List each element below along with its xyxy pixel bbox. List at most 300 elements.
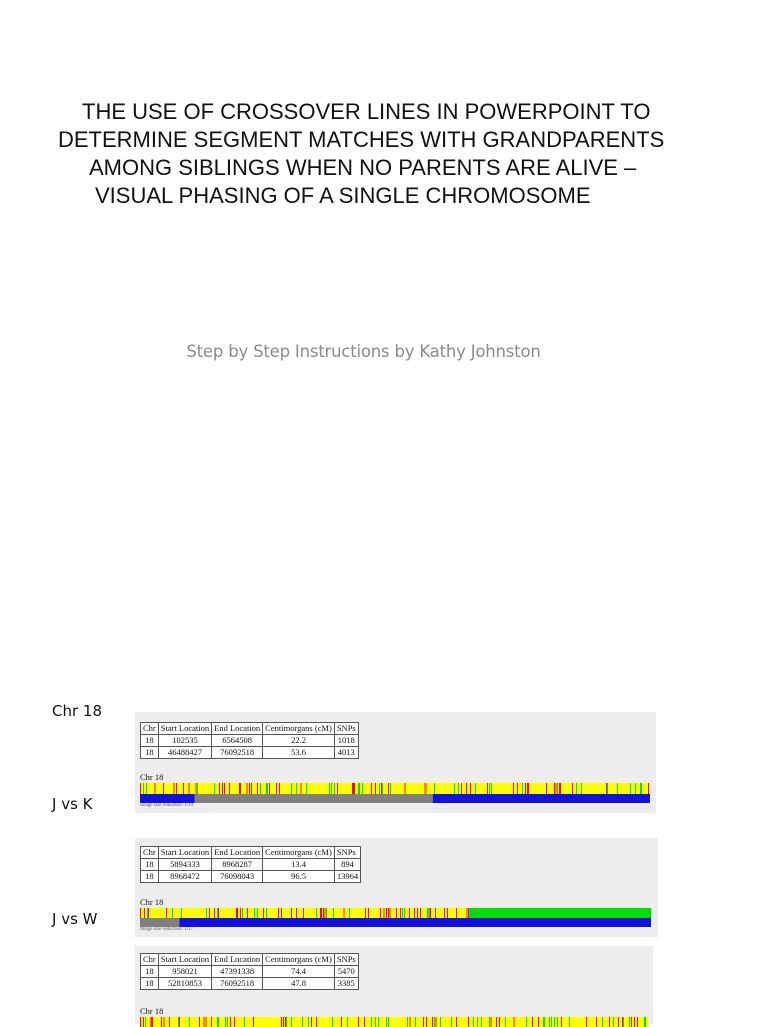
strip-tick [609, 1017, 610, 1027]
strip-tick [140, 908, 141, 918]
strip-tick [173, 783, 175, 794]
strip-tick [285, 1017, 286, 1027]
column-header: SNPs [334, 954, 358, 966]
strip-tick [596, 1017, 597, 1027]
strip-tick [371, 1017, 372, 1027]
strip-tick [475, 783, 476, 794]
strip-tick [140, 783, 141, 794]
column-header: Centimorgans (cM) [263, 954, 335, 966]
strip-tick [203, 1017, 205, 1027]
strip-tick [434, 783, 435, 794]
strip-tick [311, 1017, 312, 1027]
title-line: VISUAL PHASING OF A SINGLE CHROMOSOME [95, 183, 591, 208]
strip-tick [466, 908, 468, 918]
strip-tick [296, 783, 297, 794]
strip-tick [358, 1017, 359, 1027]
strip-tick [278, 908, 279, 918]
strip-tick [522, 783, 523, 794]
table-cell: 18 [141, 978, 159, 990]
strip-tick [407, 1017, 408, 1027]
table-cell: 96.5 [263, 871, 335, 883]
strip-tick [251, 783, 252, 794]
image-size-note: Image size reduction: 1/17 [140, 927, 194, 932]
strip-tick [300, 783, 302, 794]
strip-segment-bar [195, 794, 433, 803]
strip-tick [389, 908, 391, 918]
chromosome-strip [140, 1017, 648, 1027]
strip-tick [466, 783, 467, 794]
strip-segment-bar [140, 918, 179, 927]
strip-tick [513, 1017, 515, 1027]
strip-tick [622, 1017, 623, 1027]
strip-tick [144, 908, 145, 918]
strip-tick [358, 783, 359, 794]
strip-tick [409, 1017, 411, 1027]
strip-tick [352, 783, 353, 794]
column-header: End Location [212, 954, 263, 966]
strip-tick [281, 908, 282, 918]
strip-tick [648, 783, 649, 794]
title-line: DETERMINE SEGMENT MATCHES WITH GRANDPARENTS [58, 127, 665, 152]
strip-tick [364, 1017, 365, 1027]
table-header-row [141, 723, 359, 735]
strip-tick [576, 783, 577, 794]
strip-tick [425, 783, 427, 794]
strip-tick [211, 1017, 212, 1027]
table-cell: 18 [141, 735, 159, 747]
strip-segment-bar [179, 918, 651, 927]
strip-tick [143, 1017, 144, 1027]
table-cell: 958021 [158, 966, 211, 978]
slide-subtitle: Step by Step Instructions by Kathy Johnston [186, 342, 541, 361]
strip-tick [176, 783, 177, 794]
strip-tick [152, 1017, 153, 1027]
table-cell: 18 [141, 859, 159, 871]
strip-tick [239, 783, 240, 794]
strip-tick [551, 1017, 552, 1027]
strip-tick [434, 1017, 435, 1027]
strip-tick [354, 783, 355, 794]
strip-tick [454, 783, 455, 794]
strip-tick [461, 783, 462, 794]
strip-tick [181, 908, 182, 918]
strip-tick [404, 783, 406, 794]
strip-tick [555, 783, 557, 794]
strip-tick [222, 783, 223, 794]
chromosome-label: Chr 18 [140, 1006, 164, 1016]
strip-tick [499, 1017, 500, 1027]
strip-tick [549, 1017, 550, 1027]
comparison-label-j-vs-w: J vs W [52, 910, 98, 928]
column-header: Start Location [158, 954, 211, 966]
strip-tick [396, 908, 397, 918]
strip-tick [409, 908, 410, 918]
strip-tick [481, 1017, 482, 1027]
strip-tick [417, 908, 418, 918]
strip-tick [468, 1017, 469, 1027]
strip-tick [227, 1017, 228, 1027]
table-cell: 18 [141, 747, 159, 759]
strip-segment-bar [140, 794, 195, 803]
strip-tick [205, 1017, 207, 1027]
strip-tick [199, 1017, 200, 1027]
column-header: Chr [141, 954, 159, 966]
strip-tick [641, 783, 642, 794]
strip-tick [306, 783, 307, 794]
strip-tick [197, 783, 198, 794]
strip-tick [254, 908, 255, 918]
strip-tick [206, 908, 207, 918]
strip-tick [505, 1017, 506, 1027]
strip-tick [381, 783, 382, 794]
strip-tick [528, 783, 529, 794]
strip-tick [435, 908, 436, 918]
segment-table [140, 953, 359, 990]
chromosome-strip [140, 908, 651, 927]
strip-tick [557, 1017, 558, 1027]
title-line: AMONG SIBLINGS WHEN NO PARENTS ARE ALIVE – [89, 155, 637, 180]
strip-tick [247, 908, 248, 918]
strip-tick [253, 1017, 254, 1027]
strip-tick [249, 783, 250, 794]
strip-tick [195, 783, 197, 794]
strip-tick [326, 908, 327, 918]
strip-tick [341, 1017, 342, 1027]
strip-tick [323, 908, 324, 918]
strip-tick [154, 783, 156, 794]
strip-tick [458, 783, 459, 794]
strip-tick [637, 1017, 638, 1027]
table-cell: 4013 [334, 747, 358, 759]
chromosome-label: Chr 18 [140, 772, 164, 782]
strip-tick [440, 1017, 441, 1027]
strip-tick [447, 908, 448, 918]
strip-tick [140, 1017, 141, 1027]
strip-tick [151, 1017, 152, 1027]
strip-tick [224, 783, 225, 794]
strip-tick [279, 783, 280, 794]
table-cell: 46488427 [158, 747, 211, 759]
strip-tick [291, 908, 292, 918]
strip-tick [320, 908, 321, 918]
strip-tick [380, 908, 381, 918]
strip-tick [365, 908, 366, 918]
strip-tick [451, 1017, 452, 1027]
strip-tick [490, 1017, 492, 1027]
strip-tick [631, 1017, 632, 1027]
column-header: Chr [141, 847, 159, 859]
strip-background [140, 783, 650, 794]
strip-tick [617, 783, 618, 794]
strip-tick [470, 783, 471, 794]
strip-tick [546, 783, 547, 794]
strip-tick [525, 783, 526, 794]
strip-tick [244, 1017, 245, 1027]
strip-tick [334, 783, 335, 794]
strip-tick [308, 1017, 309, 1027]
strip-tick [388, 1017, 389, 1027]
strip-tick [257, 908, 258, 918]
strip-tick [560, 783, 561, 794]
strip-tick [435, 1017, 437, 1027]
strip-tick [368, 908, 369, 918]
strip-tick [526, 1017, 527, 1027]
strip-tick [379, 783, 380, 794]
strip-tick [543, 1017, 544, 1027]
table-row [141, 978, 359, 990]
strip-tick [375, 783, 376, 794]
strip-tick [178, 1017, 179, 1027]
table-cell: 76098043 [212, 871, 263, 883]
strip-tick [230, 1017, 231, 1027]
strip-tick [388, 783, 389, 794]
strip-tick [532, 1017, 533, 1027]
column-header: Start Location [158, 847, 211, 859]
strip-tick [430, 908, 431, 918]
comparison-panel-3 [135, 946, 653, 1024]
strip-tick [382, 783, 383, 794]
segment-table [140, 722, 359, 759]
strip-tick [383, 908, 385, 918]
strip-tick [557, 783, 558, 794]
strip-tick [554, 1017, 555, 1027]
strip-tick [209, 908, 210, 918]
column-header: SNPs [334, 847, 360, 859]
strip-tick [214, 783, 215, 794]
table-cell: 22.2 [263, 735, 335, 747]
column-header: SNPs [334, 723, 358, 735]
strip-tick [343, 908, 345, 918]
table-cell: 5894333 [158, 859, 211, 871]
strip-tick [145, 1017, 146, 1027]
strip-tick [606, 783, 607, 794]
strip-tick [266, 908, 267, 918]
comparison-panel-j-vs-k [135, 712, 656, 813]
strip-tick [581, 783, 582, 794]
chromosome-label: Chr 18 [140, 897, 164, 907]
strip-tick [386, 908, 387, 918]
table-cell: 18 [141, 871, 159, 883]
strip-tick [468, 908, 469, 918]
table-cell: 102535 [158, 735, 211, 747]
strip-tick [260, 783, 261, 794]
strip-tick [635, 783, 636, 794]
strip-tick [283, 1017, 284, 1027]
strip-tick [630, 783, 631, 794]
strip-tick [146, 783, 147, 794]
strip-tick [561, 1017, 562, 1027]
table-cell: 8968472 [158, 871, 211, 883]
strip-tick [544, 1017, 545, 1027]
strip-tick [613, 1017, 614, 1027]
strip-tick [559, 783, 560, 794]
strip-tick [257, 783, 258, 794]
table-cell: 76092518 [212, 978, 263, 990]
strip-tick [169, 1017, 170, 1027]
strip-tick [217, 1017, 218, 1027]
strip-tick [234, 1017, 235, 1027]
strip-tick [237, 908, 238, 918]
strip-tick [163, 1017, 165, 1027]
strip-tick [218, 1017, 219, 1027]
strip-tick [172, 908, 173, 918]
strip-tick [303, 908, 304, 918]
strip-tick [240, 783, 241, 794]
strip-tick [538, 1017, 539, 1027]
strip-tick [166, 908, 167, 918]
strip-tick [390, 783, 391, 794]
strip-tick [517, 783, 518, 794]
strip-tick [291, 1017, 292, 1027]
strip-tick [444, 908, 445, 918]
strip-tick [378, 1017, 379, 1027]
table-cell: 5470 [334, 966, 358, 978]
strip-tick [554, 783, 555, 794]
strip-tick [236, 908, 237, 918]
image-size-note: Image size reduction: 1/19 [140, 803, 194, 808]
strip-tick [225, 1017, 226, 1027]
strip-segment-bar [433, 794, 650, 803]
table-row [141, 966, 359, 978]
column-header: End Location [212, 723, 263, 735]
table-cell: 47.8 [263, 978, 335, 990]
strip-tick [316, 1017, 317, 1027]
table-cell: 13.4 [263, 859, 335, 871]
table-cell: 76092518 [212, 747, 263, 759]
table-cell: 53.6 [263, 747, 335, 759]
strip-tick [276, 783, 277, 794]
table-cell: 3385 [334, 978, 358, 990]
strip-tick [640, 783, 641, 794]
strip-tick [402, 908, 403, 918]
table-cell: 894 [334, 859, 360, 871]
column-header: Centimorgans (cM) [263, 723, 335, 735]
comparison-label-j-vs-k: J vs K [52, 795, 93, 813]
strip-tick [513, 783, 514, 794]
strip-tick [286, 1017, 287, 1027]
strip-tick [242, 908, 243, 918]
table-cell: 74.4 [263, 966, 335, 978]
strip-tick [386, 1017, 387, 1027]
strip-tick [229, 783, 230, 794]
strip-tick [189, 1017, 190, 1027]
table-row [141, 747, 359, 759]
strip-tick [420, 908, 421, 918]
strip-tick [527, 783, 528, 794]
chromosome-strip [140, 783, 650, 803]
strip-tick [332, 1017, 333, 1027]
strip-tick [183, 783, 184, 794]
strip-tick [359, 783, 360, 794]
strip-tick [623, 1017, 624, 1027]
strip-tick [362, 783, 363, 794]
column-header: Chr [141, 723, 159, 735]
strip-tick [161, 1017, 162, 1027]
strip-tick [240, 908, 241, 918]
strip-tick [487, 783, 488, 794]
strip-tick [415, 1017, 416, 1027]
table-cell: 6564508 [212, 735, 263, 747]
strip-tick [569, 1017, 570, 1027]
strip-tick [188, 783, 190, 794]
strip-tick [329, 783, 330, 794]
table-cell: 18 [141, 966, 159, 978]
strip-tick [281, 1017, 282, 1027]
strip-tick [267, 783, 268, 794]
column-header: Start Location [158, 723, 211, 735]
comparison-panel-j-vs-w [135, 838, 658, 937]
strip-tick [644, 1017, 645, 1027]
strip-tick [496, 1017, 497, 1027]
table-header-row [141, 954, 359, 966]
chromosome-heading: Chr 18 [52, 702, 103, 720]
table-cell: 52810853 [158, 978, 211, 990]
strip-tick [269, 783, 270, 794]
table-cell: 1018 [334, 735, 358, 747]
strip-tick [607, 783, 608, 794]
strip-tick [324, 908, 326, 918]
strip-tick [163, 783, 164, 794]
table-row [141, 735, 359, 747]
strip-tick [353, 783, 354, 794]
strip-tick [456, 908, 457, 918]
strip-tick [331, 783, 332, 794]
strip-tick [246, 783, 248, 794]
strip-tick [143, 783, 144, 794]
strip-tick [634, 1017, 635, 1027]
table-header-row [141, 847, 361, 859]
segment-table [140, 846, 361, 883]
strip-tick [147, 908, 148, 918]
strip-tick [572, 783, 573, 794]
strip-tick [489, 1017, 490, 1027]
column-header: Centimorgans (cM) [263, 847, 335, 859]
strip-tick [489, 783, 490, 794]
title-line: THE USE OF CROSSOVER LINES IN POWERPOINT TO [82, 99, 651, 124]
strip-tick [473, 1017, 474, 1027]
strip-tick [618, 1017, 619, 1027]
strip-tick [491, 783, 492, 794]
slide-title [40, 98, 740, 210]
table-row [141, 871, 361, 883]
table-cell: 13964 [334, 871, 360, 883]
strip-background [140, 1017, 648, 1027]
strip-tick [218, 908, 219, 918]
strip-tick [263, 908, 264, 918]
strip-tick [333, 908, 334, 918]
strip-tick [404, 908, 405, 918]
strip-match-region [469, 908, 651, 918]
strip-tick [629, 1017, 630, 1027]
strip-tick [219, 783, 220, 794]
strip-tick [266, 783, 267, 794]
column-header: End Location [212, 847, 263, 859]
strip-tick [217, 908, 218, 918]
strip-tick [456, 1017, 457, 1027]
strip-tick [375, 1017, 376, 1027]
strip-tick [427, 908, 428, 918]
strip-tick [291, 783, 292, 794]
table-row [141, 859, 361, 871]
strip-tick [426, 1017, 427, 1027]
strip-tick [432, 1017, 433, 1027]
strip-tick [400, 908, 401, 918]
strip-tick [316, 908, 317, 918]
strip-tick [302, 1017, 303, 1027]
table-cell: 47391338 [212, 966, 263, 978]
strip-tick [148, 908, 149, 918]
strip-tick [337, 783, 338, 794]
